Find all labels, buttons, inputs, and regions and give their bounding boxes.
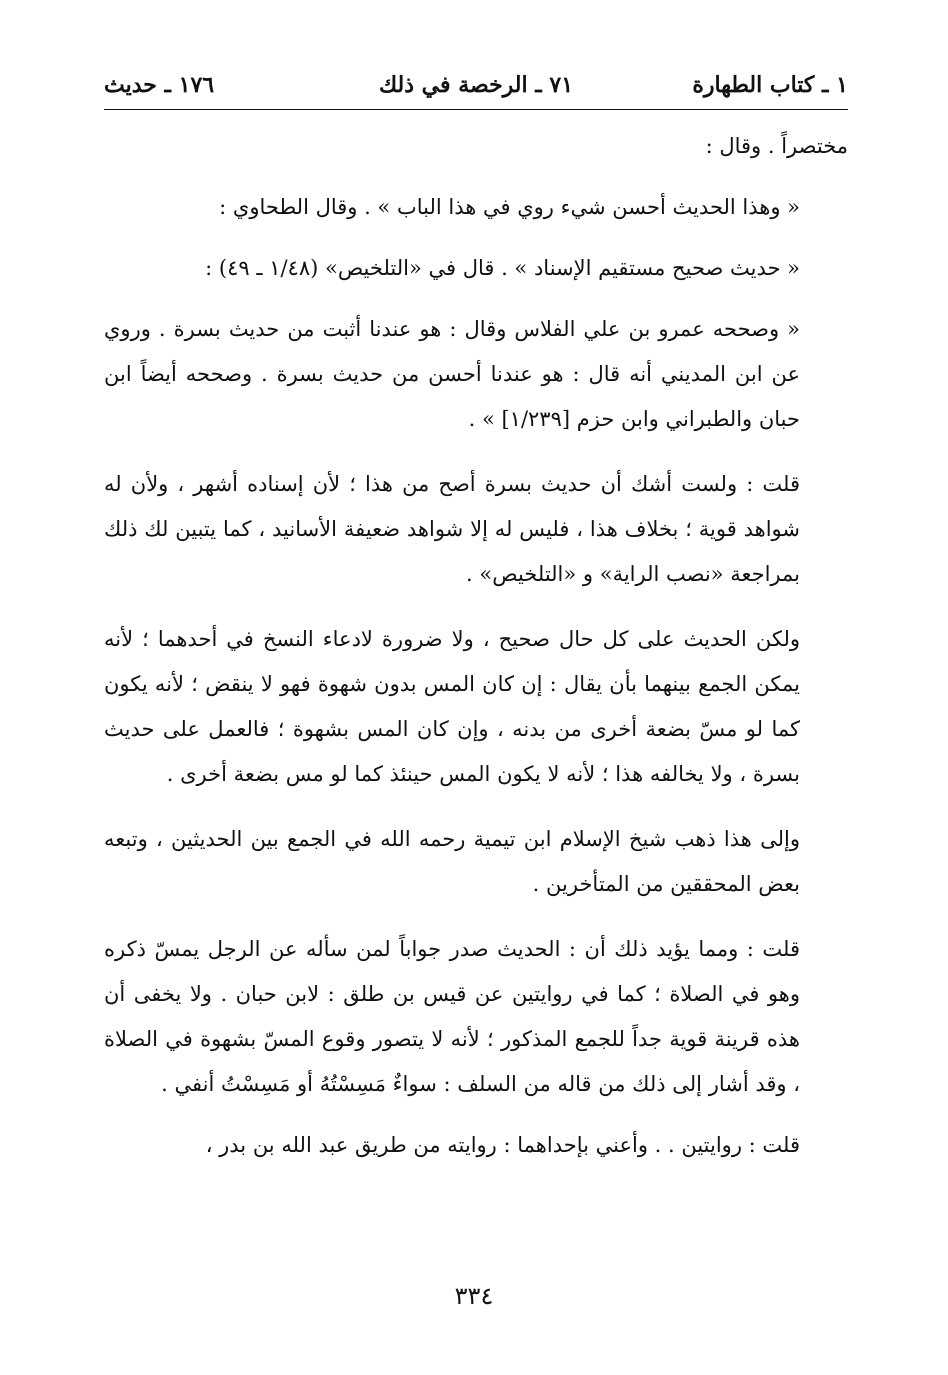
paragraph-1: مختصراً . وقال : — [705, 134, 848, 158]
paragraph-4: « وصححه عمرو بن علي الفلاس وقال : هو عندنا أثبت من حديث بسرة . وروي عن ابن المديني أنه قال : هو عندنا أحسن من حديث بسرة . وصححه أيضاً ابن حبان والطبراني وابن حزم [١/٢٣٩] » . — [104, 317, 800, 431]
header-chapter-title: ٧١ ـ الرخصة في ذلك — [378, 72, 574, 98]
paragraph-6: ولكن الحديث على كل حال صحيح ، ولا ضرورة لادعاء النسخ في أحدهما ؛ لأنه يمكن الجمع بينهما بأن يقال : إن كان المس بدون شهوة فهو لا ينقض ؛ لأنه يكون كما لو مسّ بضعة أخرى من بدنه ، وإن كان المس بشهوة ؛ فالعمل على حديث بسرة ، ولا يخالفه هذا ؛ لأنه لا يكون المس حينئذ كما لو مس بضعة أخرى . — [104, 627, 800, 786]
paragraph-7: وإلى هذا ذهب شيخ الإسلام ابن تيمية رحمه الله في الجمع بين الحديثين ، وتبعه بعض المحققين من المتأخرين . — [104, 827, 800, 896]
paragraph-8: قلت : ومما يؤيد ذلك أن : الحديث صدر جواباً لمن سأله عن الرجل يمسّ ذكره وهو في الصلاة ؛ كما في روايتين عن قيس بن طلق : لابن حبان . ولا يخفى أن هذه قرينة قوية جداً للجمع المذكور ؛ لأنه لا يتصور وقوع المسّ بشهوة في الصلاة ، وقد أشار إلى ذلك من قاله من السلف : سواءٌ مَسِسْتُهُ أو مَسِسْتُ أنفي . — [104, 937, 800, 1096]
header-book-title: ١ ـ كتاب الطهارة — [692, 72, 848, 98]
header-hadith-number: ١٧٦ ـ حديث — [104, 72, 215, 98]
running-header — [104, 72, 848, 106]
paragraph-5: قلت : ولست أشك أن حديث بسرة أصح من هذا ؛ لأن إسناده أشهر ، ولأن له شواهد قوية ؛ بخلاف هذا ، فليس له إلا شواهد ضعيفة الأسانيد ، كما يتبين لك ذلك بمراجعة «نصب الراية» و «التلخيص» . — [104, 472, 800, 586]
page-number: ٣٣٤ — [454, 1282, 494, 1310]
paragraph-3: « حديث صحيح مستقيم الإسناد » . قال في «التلخيص» (١/٤٨ ـ ٤٩) : — [205, 256, 800, 280]
paragraph-9: قلت : روايتين . . وأعني بإحداهما : روايته من طريق عبد الله بن بدر ، — [205, 1133, 800, 1157]
paragraph-2: « وهذا الحديث أحسن شيء روي في هذا الباب » . وقال الطحاوي : — [219, 195, 800, 219]
header-divider — [104, 109, 848, 110]
page-body — [104, 124, 848, 1168]
